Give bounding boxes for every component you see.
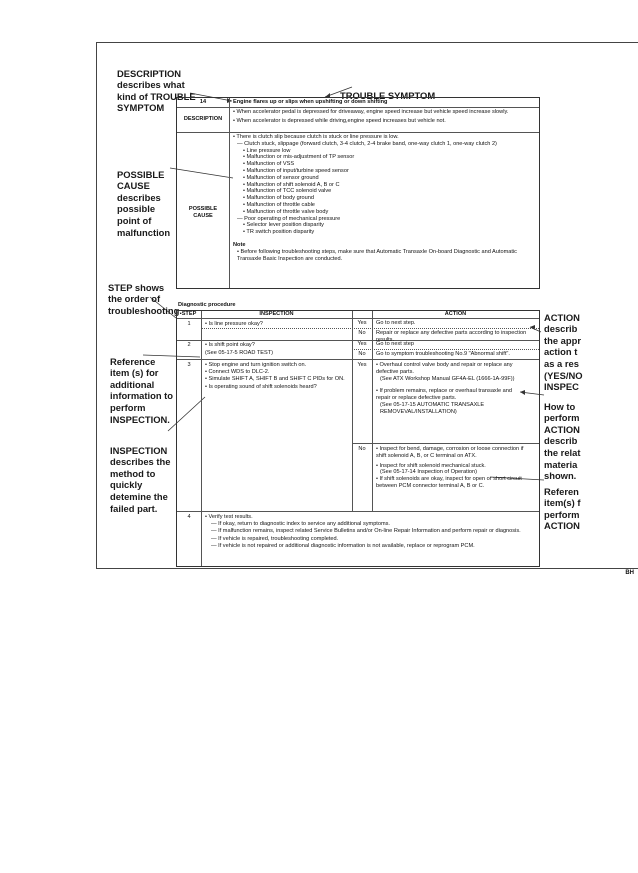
callout-how-to: How to perform ACTION describ the relat materia shown. <box>544 400 581 482</box>
step3-no: No <box>358 446 366 452</box>
step2-inspection: • Is shift point okay? <box>205 342 255 348</box>
symptom-number: 14 <box>199 99 207 105</box>
possible-cause-label: POSSIBLE CAUSE <box>188 206 218 219</box>
symptom-table <box>176 97 540 289</box>
step4-number: 4 <box>187 514 191 520</box>
page-marker: BH <box>625 570 634 576</box>
callout-step: STEP shows the order of troubleshooting. <box>108 281 182 316</box>
callout-reference-right: Referen item(s) f perform ACTION <box>544 485 581 532</box>
step2-reference: (See 05-17-5 ROAD TEST) <box>205 350 273 356</box>
callout-inspection: INSPECTION describes the method to quickly detemine the failed part. <box>110 444 171 514</box>
diagnostic-title: Diagnostic procedure <box>178 302 236 308</box>
step2-number: 2 <box>187 342 191 348</box>
step1-inspection: • Is line pressure okay? <box>205 321 263 327</box>
step2-no: No <box>358 351 366 357</box>
note-label: Note <box>233 241 246 248</box>
step1-no: No <box>358 330 366 336</box>
header-action: ACTION <box>444 311 467 317</box>
callout-description: DESCRIPTION describes what kind of TROUBLE SYMPTOM <box>117 67 196 114</box>
step1-yes-action: Go to next step. <box>376 320 416 326</box>
diagnostic-table <box>176 310 540 567</box>
note-text: • Before following troubleshooting steps, make sure that Automatic Transaxle On-board Diagnostic and Automatic Transaxle Basic Inspection are conducted. <box>237 248 517 262</box>
callout-possible-cause: POSSIBLE CAUSE describes possible point of malfunction <box>117 168 171 238</box>
step4-text: • Verify test results. — If okay, return to diagnostic index to service any additional symptoms. — If malfunction remains, inspect related Service Bulletins and/or On-line Repair Information and perform repair or diagnosis. — If vehicle is repaired, troubleshooting completed. — If vehicle is not repaired or additional diagnostic information is not available, replace or reprogram PCM. <box>205 514 521 550</box>
description-label: DESCRIPTION <box>183 116 223 122</box>
step1-number: 1 <box>187 321 191 327</box>
callout-action: ACTION describ the appr action t as a res (YES/NO INSPEC <box>544 311 583 393</box>
header-step: STEP <box>181 311 197 317</box>
description-text: • When accelerator pedal is depressed for driveaway, engine speed increase but vehicle speed increase slowly. • When accelerator is depressed while driving,engine speed increases but vehicle not. <box>233 109 509 124</box>
step1-no-action: Repair or replace any defective parts according to inspection results. <box>376 330 527 343</box>
callout-reference: Reference item (s) for additional information to perform INSPECTION. <box>110 355 174 425</box>
step3-inspection: • Stop engine and turn ignition switch on. • Connect WDS to DLC-2. • Simulate SHIFT A, SHIFT B and SHIFT C PIDs for ON. • Is operating sound of shift solenoids heard? <box>205 362 345 391</box>
callout-trouble-symptom: TROUBLE SYMPTOM <box>340 89 436 101</box>
step3-yes-action: • Overhaul control valve body and repair or replace any defective parts. (See ATX Workshop Manual GF4A-EL (1666-1A-99F)) • If problem remains, replace or overhaul transaxle and repair or replace defective parts. (See 05-17-15 AUTOMATIC TRANSAXLE REMOVEVAL/INSTALLATION) <box>376 362 515 415</box>
step3-number: 3 <box>187 362 191 368</box>
symptom-title: Engine flares up or slips when upshifting or down shifting <box>233 99 388 105</box>
step2-no-action: Go to symptom troubleshooting No.9 "Abnormal shift". <box>376 351 510 357</box>
step1-yes: Yes <box>357 320 367 326</box>
header-inspection: INSPECTION <box>259 311 294 317</box>
possible-cause-list: • There is clutch slip because clutch is stuck or line pressure is low. — Clutch stuck, slippage (forward clutch, 3-4 clutch, 2-4 brake band, one-way clutch 1, one-way clutch 2) • Line pressure low • Malfunction or mis-adjustment of TP sensor • Malfunction of VSS • Malfunction of input/turbine speed sensor • Malfunction of sensor ground • Malfunction of shift solenoid A, B or C • Malfunction of TCC solenoid valve • Malfunction of body ground • Malfunction of throttle cable • Malfunction of throttle valve body — Poor operating of mechanical pressure • Selector lever position disparity • TR switch position disparity Note • Before following troubleshooting steps, make sure that Automatic Transaxle On-board Diagnostic and Automatic Transaxle Basic Inspection are conducted. <box>233 134 533 262</box>
step3-no-action: • Inspect for bend, damage, corrosion or loose connection if shift solenoid A, B, or C terminal on ATX. • Inspect for shift solenoid mechanical stuck. (See 05-17-14 Inspection of Operation) • If shift solenoids are okay, inspect for open or short circuit between PCM connector terminal A, B or C. <box>376 446 524 489</box>
step2-yes-action: Go to next step <box>376 341 414 347</box>
step2-yes: Yes <box>357 341 367 347</box>
step3-yes: Yes <box>357 362 367 368</box>
